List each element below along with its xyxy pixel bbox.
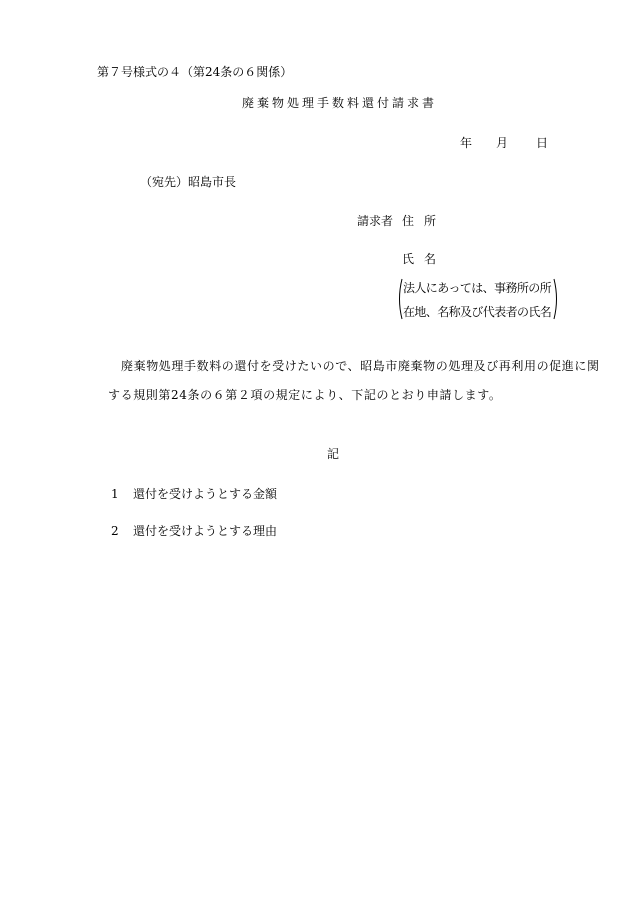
date-line — [460, 137, 548, 149]
form-number: 第７号様式の４（第24条の６関係） — [97, 65, 293, 79]
body-text-line-2: する規則第24条の６第２項の規定により、下記のとおり申請します。 — [108, 388, 502, 402]
note-line-2: 在地、名称及び代表者の氏名 — [403, 305, 552, 319]
item-number: 1 — [111, 487, 119, 501]
address-label: 住所 — [402, 214, 447, 228]
item-number: 2 — [111, 524, 119, 538]
note-line-1: 法人にあっては、事務所の所 — [403, 281, 552, 295]
list-item — [111, 525, 277, 537]
date-day-label: 日 — [536, 136, 549, 150]
ki-heading: 記 — [327, 447, 340, 461]
name-label: 氏名 — [402, 252, 447, 266]
date-year-label: 年 — [460, 136, 473, 150]
applicant-label: 請求者 — [357, 214, 394, 228]
list-item — [111, 488, 277, 500]
item-label: 還付を受けようとする理由 — [133, 524, 278, 538]
date-month-label: 月 — [496, 136, 509, 150]
corporate-note — [396, 278, 560, 320]
document-title: 廃棄物処理手数料還付請求書 — [242, 96, 438, 110]
addressee: （宛先）昭島市長 — [140, 175, 237, 189]
body-text-line-1: 廃棄物処理手数料の還付を受けたいので、昭島市廃棄物の処理及び再利用の促進に関 — [121, 359, 600, 373]
item-label: 還付を受けようとする金額 — [133, 487, 278, 501]
